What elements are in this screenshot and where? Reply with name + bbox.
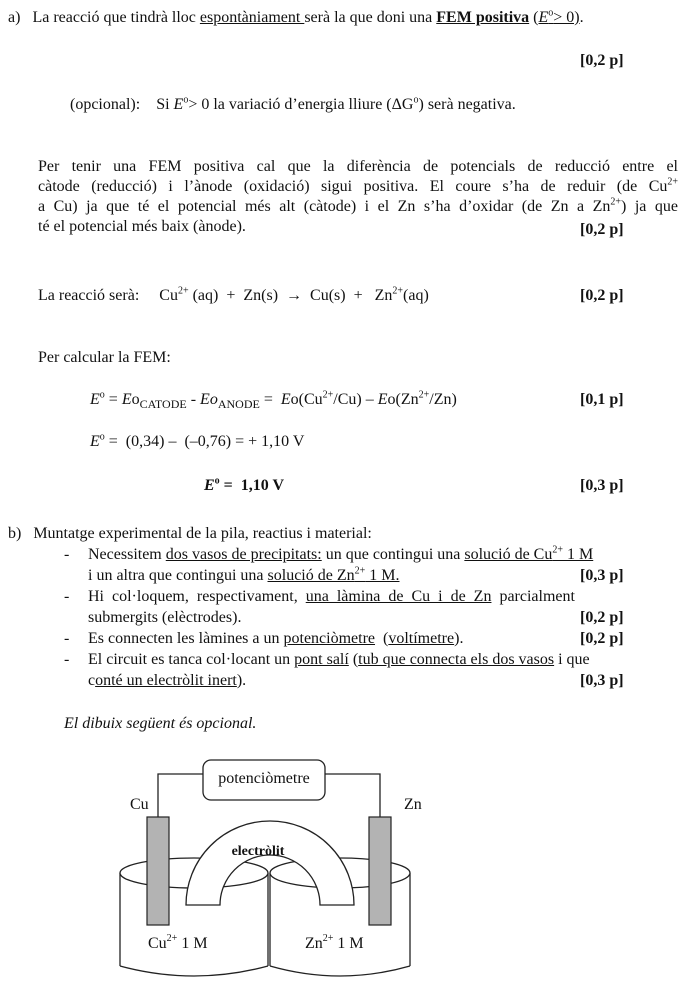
reaction-arrow: → — [286, 287, 303, 304]
left-solution-label: $Cu^{2+}$ 1 M — [148, 933, 208, 952]
bullet-4-marker: - — [64, 651, 70, 668]
optional-note: (opcional): Si $E^o> 0$ la variació d’energia lliure $(\Delta G^o)$ serà negativa. — [70, 94, 516, 113]
fem-substitution: $E^o = (0,34) - (-0,76)$ = + 1,10 V — [90, 431, 305, 450]
cu-label: Cu — [130, 796, 149, 813]
bullet-2-marker: - — [64, 588, 70, 605]
bullet-3-line: Es connecten les làmines a un potenciòmetre (voltímetre). — [88, 630, 464, 647]
points-b1: [0,3 p] — [580, 567, 624, 584]
zn-electrode — [369, 817, 391, 925]
optional-drawing-note: El dibuix següent és opcional. — [64, 715, 257, 732]
calc-label: Per calcular la FEM: — [38, 349, 171, 366]
zn-label: Zn — [404, 796, 422, 813]
points-b3: [0,2 p] — [580, 630, 624, 647]
part-b-label: b) — [8, 525, 22, 542]
points-a2: [0,2 p] — [580, 221, 624, 238]
points-b2: [0,2 p] — [580, 609, 624, 626]
bullet-2-line-2: submergits (elèctrodes). — [88, 609, 242, 626]
part-a-label: a) — [8, 9, 21, 26]
explanation-paragraph: Per tenir una FEM positiva cal que la diferència de potencials de reducció entre el càtode (reducció) i l’ànode (oxidació) sigui positiva. El coure s’ha de reduir (de $Cu^{2+}$ a Cu) ja que té el potencial més alt (càtode) i el Zn s’ha d’oxidar (de Zn a $Zn^{2+}$) ja que té el potencial més baix (ànode). — [38, 158, 678, 235]
part-b-statement: b) Muntatge experimental de la pila, reactius i material: — [8, 525, 372, 542]
points-a4: [0,1 p] — [580, 391, 624, 408]
electrolyte-label: electròlit — [231, 844, 285, 859]
points-a1: [0,2 p] — [580, 52, 624, 69]
points-a5: [0,3 p] — [580, 477, 624, 494]
points-b4: [0,3 p] — [580, 672, 624, 689]
bullet-4-line-1: El circuit es tanca col·locant un pont salí (tub que connecta els dos vasos i que — [88, 651, 590, 668]
bullet-2-line-1: Hi col·loquem, respectivament, una làmina de Cu i de Zn parcialment — [88, 588, 575, 605]
cu-electrode — [147, 817, 169, 925]
part-a-statement: a) La reacció que tindrà lloc espontàniament serà la que doni una FEM positiva $(E^o> 0)$. — [8, 7, 584, 26]
reaction-line: La reacció serà: $Cu^{2+}$ $(aq) + Zn(s) \to Cu(s) + Zn^{2+}(aq)$ — [38, 285, 429, 304]
bullet-3-marker: - — [64, 630, 70, 647]
fem-result: $E^o = 1,10$ V — [204, 475, 285, 494]
bullet-1-line-1: Necessitem dos vasos de precipitats: un que contingui una solució de $Cu^{2+}$ 1 M — [88, 544, 594, 563]
points-a3: [0,2 p] — [580, 287, 624, 304]
fem-equation: $E^o = Eo_{CATODE} - Eo_{ANODE} = Eo(Cu^{2+}/Cu) - Eo(Zn^{2+}/Zn)$ — [90, 389, 457, 412]
wire-right — [325, 774, 380, 817]
bullet-1-line-2: i un altra que contingui una solució de $Zn^{2+}$ 1 M. — [88, 565, 400, 584]
right-solution-label: $Zn^{2+}$ 1 M — [305, 933, 364, 952]
wire-left — [158, 774, 203, 817]
potentiometer-label: potenciòmetre — [218, 770, 310, 787]
bullet-1-marker: - — [64, 546, 70, 563]
bullet-4-line-2: conté un electròlit inert). — [88, 672, 247, 689]
